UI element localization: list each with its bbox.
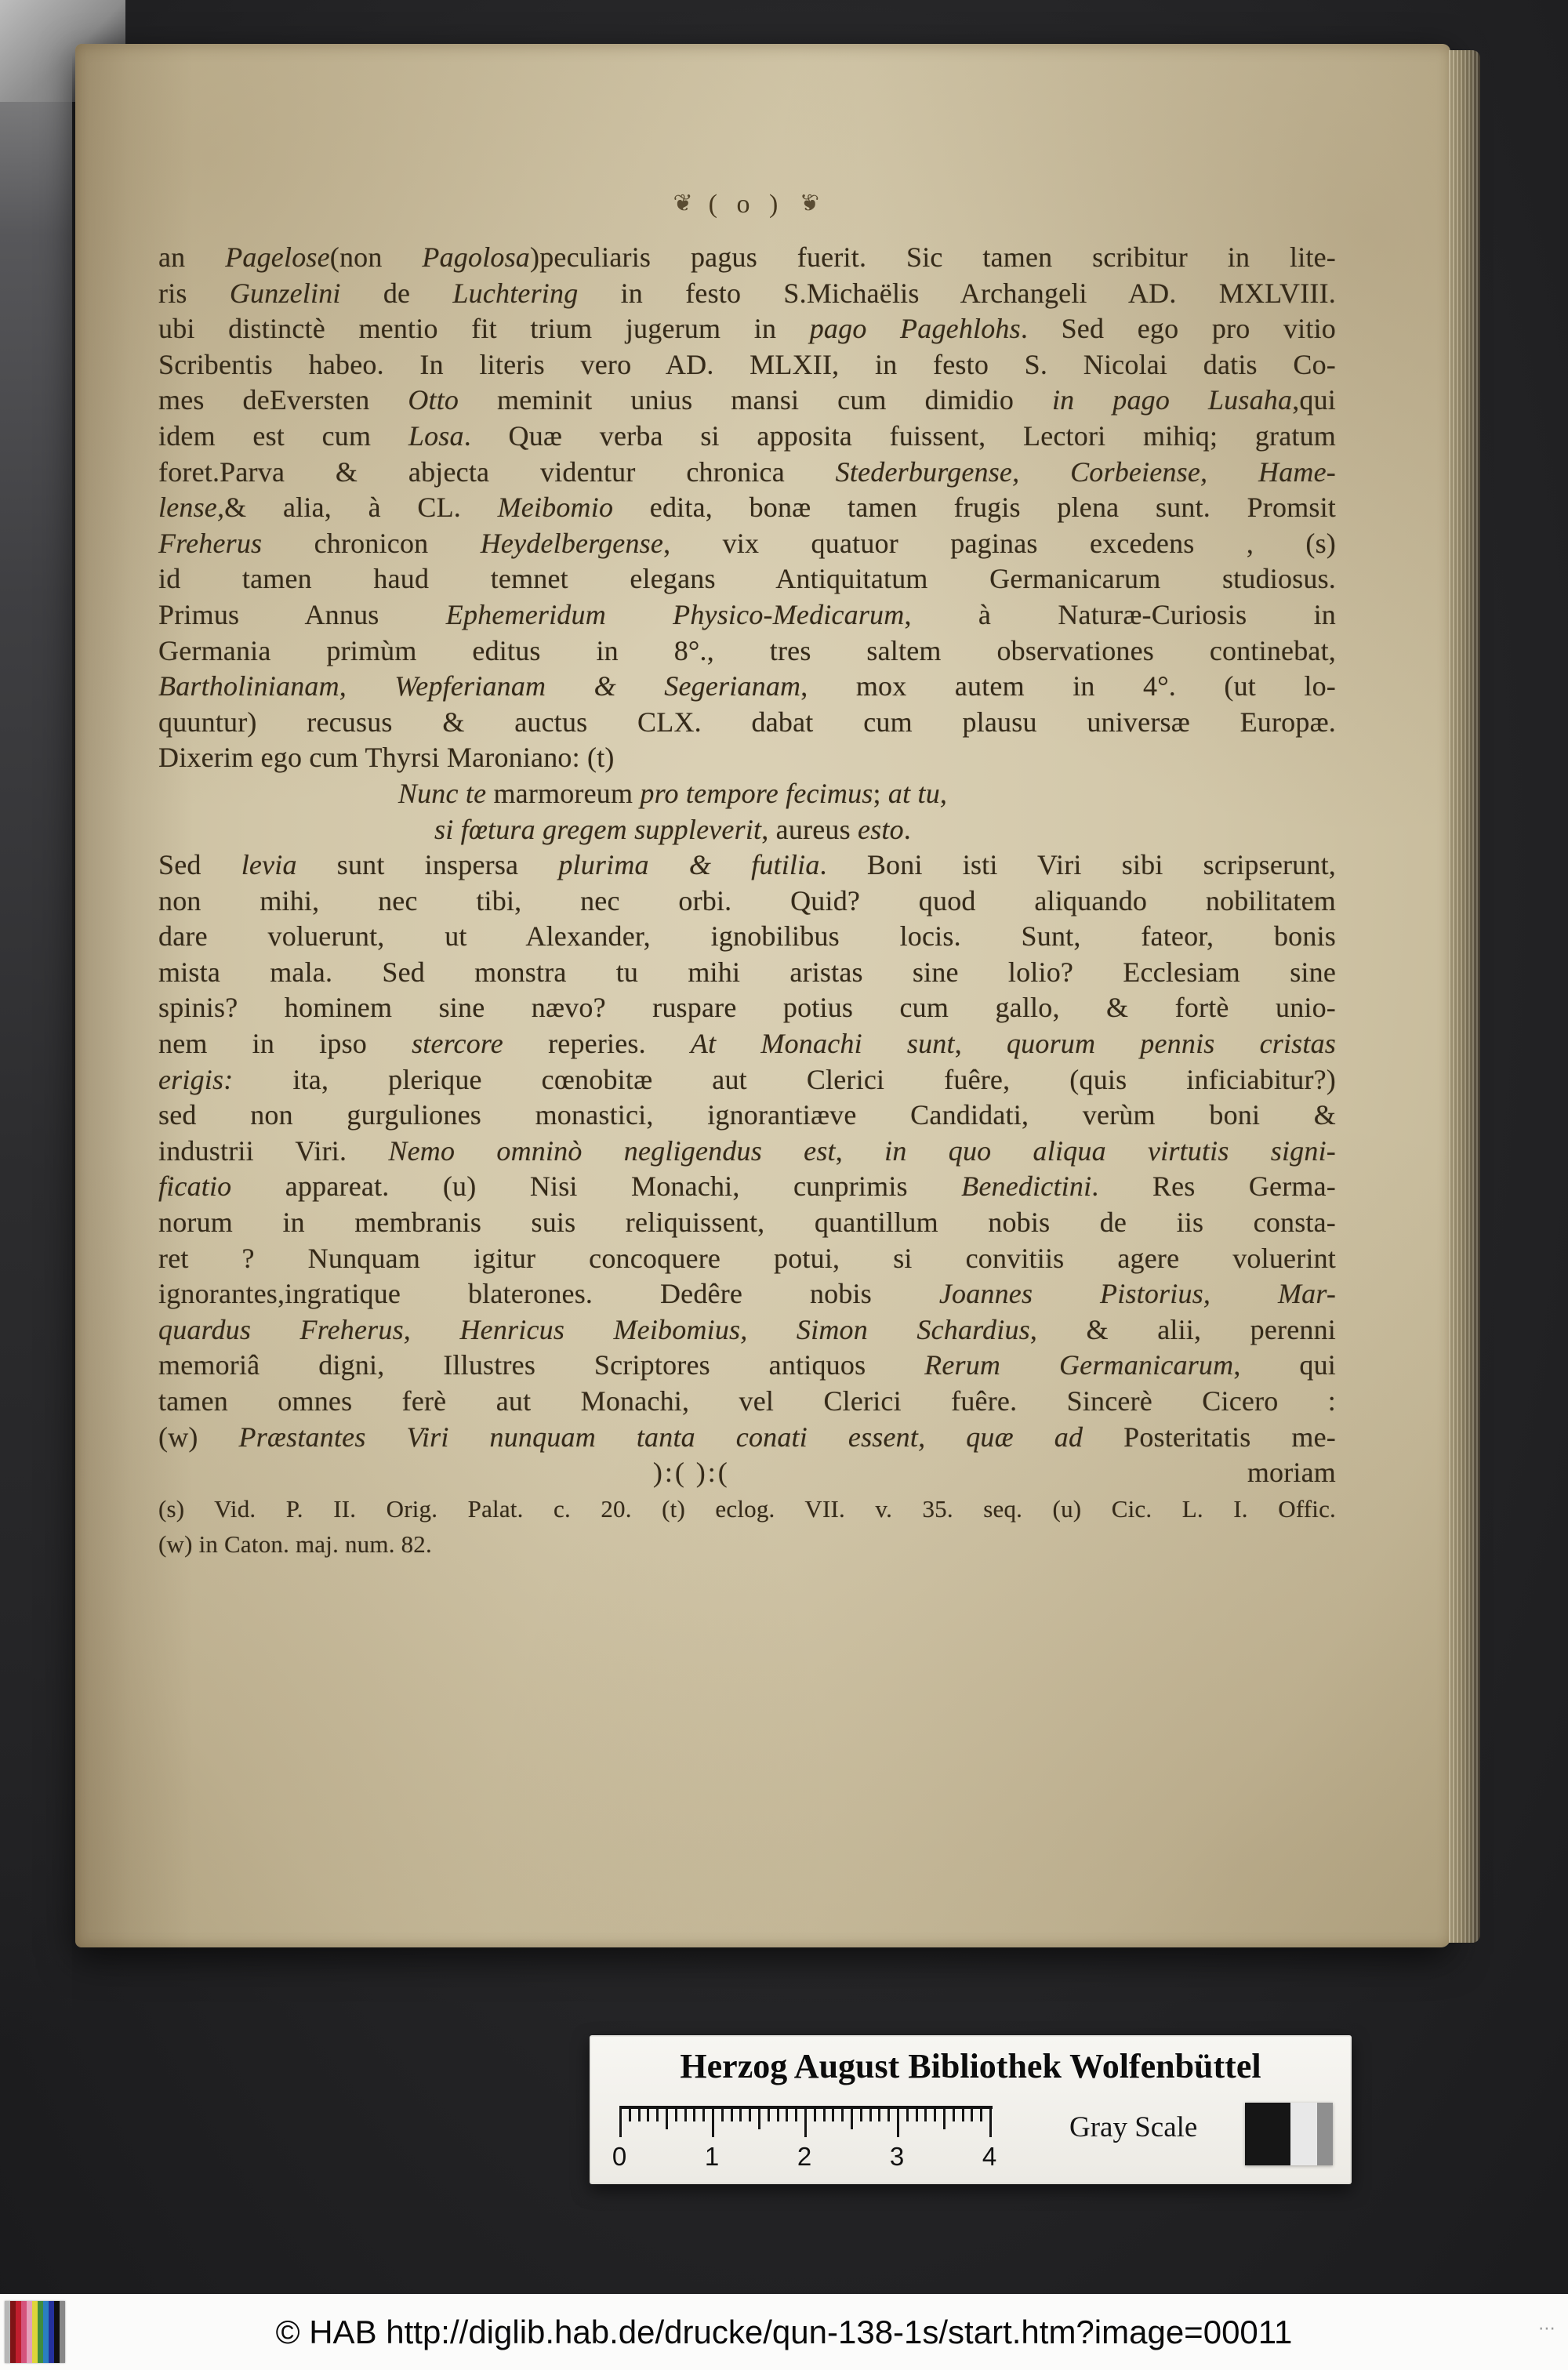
ruler-tick: [943, 2109, 946, 2129]
text-line: Dixerim ego cum Thyrsi Maroniano: (t): [158, 742, 615, 774]
copyright-url-text: © HAB http://diglib.hab.de/drucke/qun-138-1s/start.htm?image=00011: [275, 2313, 1293, 2350]
text-line: ignorantes,ingratique blaterones. Dedêre nobis Joannes Pistorius, Mar-: [158, 1278, 1337, 1310]
ruler: [612, 2106, 997, 2179]
book-page: [75, 44, 1450, 1947]
color-bar: [27, 2301, 32, 2363]
text-line: non mihi, nec tibi, nec orbi. Quid? quod aliquando nobilitatem: [158, 884, 1336, 916]
ruler-number: 1: [704, 2142, 720, 2171]
text-line: dare voluerunt, ut Alexander, ignobilibus locis. Sunt, fateor, bonis: [158, 920, 1336, 953]
color-bar: [16, 2301, 21, 2363]
ruler-tick: [666, 2109, 668, 2129]
scale-card-row: [590, 2098, 1352, 2179]
text-line: sed non gurguliones monastici, ignorantiæve Candidati, verùm boni &: [158, 1099, 1336, 1131]
ruler-tick: [795, 2109, 797, 2121]
ruler-tick: [971, 2109, 973, 2121]
color-bar: [38, 2301, 43, 2363]
color-bar: [54, 2301, 60, 2363]
scale-card: [590, 2035, 1352, 2184]
color-bar: [5, 2301, 10, 2363]
separator-marks: ):( ):(: [652, 1457, 730, 1489]
text-line: quuntur) recusus & auctus CLX. dabat cum plausu universæ Europæ.: [158, 706, 1336, 738]
color-bar: [32, 2301, 38, 2363]
ruler-tick: [712, 2109, 714, 2137]
ruler-tick: [916, 2109, 918, 2121]
ruler-tick: [962, 2109, 964, 2121]
ruler-ticks: [619, 2106, 993, 2140]
library-label: Herzog August Bibliothek Wolfenbüttel: [680, 2047, 1261, 2085]
page-edges-stack: [1449, 50, 1480, 1943]
ruler-tick: [739, 2109, 742, 2121]
text-line: norum in membranis suis reliquissent, quantillum nobis de iis consta-: [158, 1207, 1336, 1239]
text-line: nem in ipso stercore reperies. At Monachi sunt, quorum pennis cristas: [158, 1028, 1336, 1060]
footnote-line: (s) Vid. P. II. Orig. Palat. c. 20. (t) eclog. VII. v. 35. seq. (u) Cic. L. I. Offic.: [158, 1494, 1336, 1523]
text-line: Primus Annus Ephemeridum Physico-Medicarum, à Naturæ-Curiosis in: [158, 598, 1336, 630]
ruler-tick: [693, 2109, 695, 2121]
ruler-tick: [814, 2109, 816, 2121]
text-line: id tamen haud temnet elegans Antiquitatum Germanicarum studiosus.: [158, 563, 1336, 595]
copyright-bar: [0, 2294, 1568, 2370]
text-line: mes deEversten Otto meminit unius mansi cum dimidio in pago Lusaha,qui: [158, 384, 1336, 416]
gray-scale-label: Gray Scale: [1069, 2111, 1198, 2143]
ruler-tick: [721, 2109, 724, 2121]
ruler-tick: [629, 2109, 631, 2121]
ruler-tick: [851, 2109, 853, 2129]
ruler-tick: [841, 2109, 844, 2121]
text-line: (w) Præstantes Viri nunquam tanta conati essent, quæ ad Posteritatis me-: [158, 1421, 1336, 1453]
text-line: ubi distinctè mentio fit trium jugerum in pago Pagehlohs. Sed ego pro vitio: [158, 313, 1336, 345]
ruler-tick: [619, 2109, 622, 2137]
ruler-tick: [684, 2109, 687, 2121]
text-line: spinis? hominem sine nævo? ruspare potius cum gallo, & fortè unio-: [158, 992, 1336, 1024]
ruler-number: 4: [982, 2142, 997, 2171]
ruler-tick: [906, 2109, 909, 2121]
ruler-tick: [804, 2109, 807, 2137]
text-line: Sed levia sunt inspersa plurima & futilia. Boni isti Viri sibi scripserunt,: [158, 849, 1336, 881]
ruler-tick: [647, 2109, 649, 2121]
page-number-mark: ( o ): [708, 190, 785, 219]
ruler-tick: [675, 2109, 677, 2121]
ruler-tick: [953, 2109, 955, 2121]
ruler-tick: [768, 2109, 770, 2121]
text-line: industrii Viri. Nemo omninò negligendus est, in quo aliqua virtutis signi-: [158, 1134, 1336, 1167]
color-bar: [60, 2301, 65, 2363]
color-bar: [43, 2301, 49, 2363]
ruler-number: 2: [797, 2142, 812, 2171]
ruler-tick: [934, 2109, 936, 2121]
ruler-tick: [878, 2109, 880, 2121]
ruler-numbers: [612, 2142, 997, 2175]
color-bar: [21, 2301, 27, 2363]
text-line: Nunc te marmoreum pro tempore fecimus; at tu,: [397, 777, 948, 809]
gray-patch: [1290, 2103, 1317, 2165]
ruler-tick: [924, 2109, 927, 2121]
ruler-tick: [656, 2109, 659, 2121]
ruler-tick: [702, 2109, 705, 2121]
book-spine-edge: [0, 0, 72, 2038]
ruler-tick: [869, 2109, 872, 2121]
ornament-leaf-right-icon: ❦: [793, 190, 820, 217]
text-line: ris Gunzelini de Luchtering in festo S.Michaëlis Archangeli AD. MXLVIII.: [158, 277, 1336, 309]
text-line: Scribentis habeo. In literis vero AD. MLXII, in festo S. Nicolai datis Co-: [158, 348, 1336, 380]
catchword: moriam: [1247, 1457, 1336, 1489]
text-line: mista mala. Sed monstra tu mihi aristas sine lolio? Ecclesiam sine: [158, 956, 1336, 988]
ruler-tick: [860, 2109, 862, 2121]
text-line: memoriâ digni, Illustres Scriptores antiquos Rerum Germanicarum, qui: [158, 1349, 1336, 1381]
text-line: foret.Parva & abjecta videntur chronica Stederburgense, Corbeiense, Hame-: [158, 455, 1336, 488]
ruler-tick: [887, 2109, 890, 2121]
footnote-line: (w) in Caton. maj. num. 82.: [158, 1530, 432, 1559]
page-ornament: [158, 190, 1335, 220]
ruler-tick: [832, 2109, 834, 2121]
footer-right-mark: ⋯: [1538, 2319, 1557, 2339]
ornament-leaf-left-icon: ❦: [673, 190, 699, 217]
page-text: [158, 240, 1336, 1562]
text-line: Freherus chronicon Heydelbergense, vix quatuor paginas excedens , (s): [158, 527, 1336, 559]
ruler-number: 3: [889, 2142, 905, 2171]
ruler-tick: [786, 2109, 788, 2121]
ruler-tick: [897, 2109, 899, 2137]
color-bar: [10, 2301, 16, 2363]
gray-patch: [1317, 2103, 1333, 2165]
text-line: [158, 1455, 1336, 1491]
text-line: si fœtura gregem suppleverit, aureus esto.: [434, 813, 911, 845]
ruler-tick: [758, 2109, 760, 2129]
text-line: an Pagelose(non Pagolosa)peculiaris pagus fuerit. Sic tamen scribitur in lite-: [158, 241, 1336, 273]
text-line: Germania primùm editus in 8°., tres saltem observationes continebat,: [158, 634, 1336, 666]
ruler-tick: [989, 2109, 992, 2137]
text-line: ficatio appareat. (u) Nisi Monachi, cunprimis Benedictini. Res Germa-: [158, 1170, 1336, 1203]
gray-patch: [1245, 2103, 1290, 2165]
gray-scale-patches: [1245, 2103, 1333, 2165]
ruler-number: 0: [612, 2142, 627, 2171]
ruler-tick: [638, 2109, 641, 2121]
ruler-tick: [980, 2109, 982, 2121]
color-calibration-strip: [5, 2301, 65, 2363]
text-line: ret ? Nunquam igitur concoquere potui, si convitiis agere voluerint: [158, 1242, 1336, 1274]
text-line: lense,& alia, à CL. Meibomio edita, bonæ tamen frugis plena sunt. Promsit: [158, 492, 1337, 524]
ruler-tick: [749, 2109, 751, 2121]
text-line: Bartholinianam, Wepferianam & Segerianam, mox autem in 4°. (ut lo-: [158, 670, 1336, 702]
ruler-tick: [777, 2109, 779, 2121]
text-line: idem est cum Losa. Quæ verba si apposita fuissent, Lectori mihiq; gratum: [158, 419, 1336, 452]
text-line: erigis: ita, plerique cœnobitæ aut Clerici fuêre, (quis inficiabitur?): [158, 1063, 1336, 1095]
color-bar: [49, 2301, 54, 2363]
text-line: quardus Freherus, Henricus Meibomius, Simon Schardius, & alii, perenni: [158, 1313, 1336, 1345]
text-line: tamen omnes ferè aut Monachi, vel Clerici fuêre. Sincerè Cicero :: [158, 1385, 1336, 1417]
ruler-tick: [731, 2109, 733, 2121]
ruler-tick: [823, 2109, 826, 2121]
